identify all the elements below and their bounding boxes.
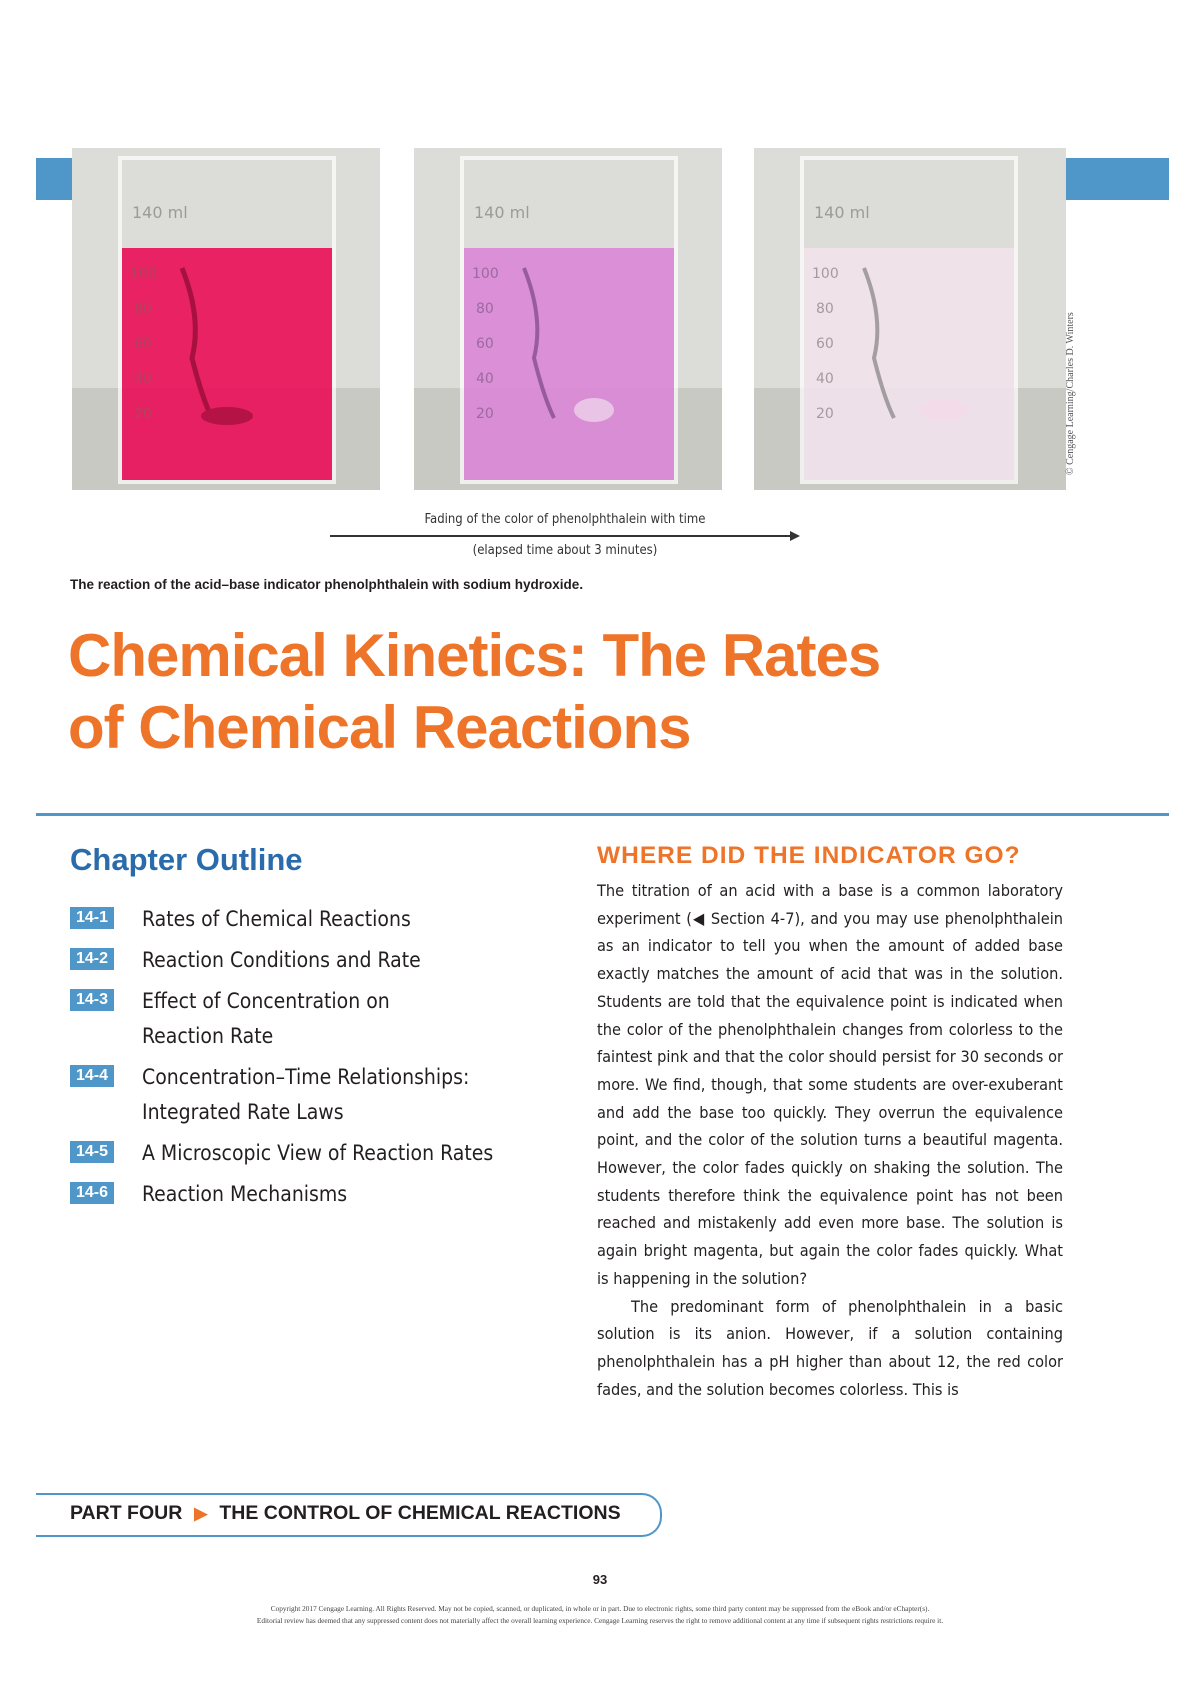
chapter-title-line-2: of Chemical Reactions	[68, 694, 691, 761]
beaker-mark-100: 100	[130, 266, 157, 282]
beaker-mark-140: 140 ml	[814, 203, 870, 222]
outline-item-14-4[interactable]	[70, 1060, 542, 1130]
part-title: THE CONTROL OF CHEMICAL REACTIONS	[219, 1502, 621, 1524]
beaker-mark-60: 60	[134, 336, 152, 352]
beaker-mark-140: 140 ml	[474, 203, 530, 222]
outline-list	[70, 902, 540, 1218]
solution-1	[122, 248, 332, 480]
copyright-line-1: Copyright 2017 Cengage Learning. All Rights Reserved. May not be copied, scanned, or duplicated, in whole or in part. Due to electronic rights, some third party content may be suppressed from the eBook and/or eChapter(s).	[270, 1604, 930, 1613]
beaker-mark-140: 140 ml	[132, 203, 188, 222]
figure-caption: The reaction of the acid–base indicator phenolphthalein with sodium hydroxide.	[70, 577, 584, 592]
outline-text: Reaction Mechanisms	[142, 1182, 348, 1206]
outline-item-14-5[interactable]	[70, 1136, 540, 1171]
beaker-mark-40: 40	[134, 371, 152, 387]
beaker-mark-100: 100	[812, 266, 839, 282]
beaker-photo-3	[754, 148, 1066, 490]
title-divider	[36, 813, 1169, 816]
outline-text: Effect of Concentration on Reaction Rate	[142, 989, 390, 1048]
outline-text: Rates of Chemical Reactions	[142, 907, 411, 931]
outline-number: 14-6	[70, 1182, 114, 1204]
outline-heading: Chapter Outline	[70, 842, 303, 877]
copyright-line-2: Editorial review has deemed that any suppressed content does not materially affect the overall learning experience. Cengage Learning reserves the right to remove additional content at any time if subsequent rights restrictions require it.	[256, 1616, 944, 1625]
time-arrow-line	[330, 535, 792, 537]
outline-item-14-3[interactable]	[70, 984, 472, 1054]
outline-text: A Microscopic View of Reaction Rates	[142, 1141, 494, 1165]
solution-3	[804, 248, 1014, 480]
beaker-photo-2	[414, 148, 722, 490]
beaker-mark-20: 20	[134, 406, 152, 422]
beaker-mark-20: 20	[476, 406, 494, 422]
beaker-mark-80: 80	[476, 301, 494, 317]
page-number: 93	[592, 1572, 608, 1587]
beaker-mark-100: 100	[472, 266, 499, 282]
beaker-mark-80: 80	[134, 301, 152, 317]
beaker-photo-1	[72, 148, 380, 490]
arrow-label-top: Fading of the color of phenolphthalein with time	[424, 512, 706, 527]
play-arrow-icon: ▶	[194, 1504, 208, 1523]
outline-number: 14-2	[70, 948, 114, 970]
outline-number: 14-4	[70, 1065, 114, 1087]
part-banner-text	[70, 1502, 621, 1525]
beaker-mark-40: 40	[476, 371, 494, 387]
chapter-title-line-1: Chemical Kinetics: The Rates	[68, 622, 881, 689]
beaker-mark-40: 40	[816, 371, 834, 387]
time-arrow-head-icon	[790, 531, 800, 541]
outline-text: Concentration–Time Relationships: Integrated Rate Laws	[142, 1065, 470, 1124]
beaker-mark-60: 60	[816, 336, 834, 352]
outline-number: 14-3	[70, 989, 114, 1011]
outline-item-14-6[interactable]	[70, 1177, 540, 1212]
outline-item-14-2[interactable]	[70, 943, 540, 978]
arrow-label-bottom: (elapsed time about 3 minutes)	[472, 543, 658, 558]
outline-number: 14-1	[70, 907, 114, 929]
header-accent-right	[1062, 158, 1169, 200]
feature-paragraph-1: The titration of an acid with a base is a common laboratory experiment (◀ Section 4-7), and you may use phenolphthalein as an indicator to tell you when the amount of added base exactly matches the amount of acid that was in the solution. Students are told that the equivalence point is indicated when the color of the phenolphthalein changes from colorless to the faintest pink and that the color should persist for 30 seconds or more. We find, though, that some students are over-exuberant and add the base too quickly. They overrun the equivalence point, and the color of the solution turns a beautiful magenta. However, the color fades quickly on shaking the solution. The students therefore think the equivalence point has not been reached and mistakenly add even more base. The solution is again bright magenta, but again the color fades quickly. What is happening in the solution?	[597, 881, 1063, 1288]
beaker-mark-20: 20	[816, 406, 834, 422]
feature-body	[597, 877, 1063, 1403]
outline-item-14-1[interactable]	[70, 902, 540, 937]
beaker-mark-80: 80	[816, 301, 834, 317]
outline-number: 14-5	[70, 1141, 114, 1163]
outline-text: Reaction Conditions and Rate	[142, 948, 421, 972]
chapter-title	[68, 620, 968, 764]
header-accent-left	[36, 158, 72, 200]
feature-paragraph-2: The predominant form of phenolphthalein in a basic solution is its anion. However, if a solution containing phenolphthalein has a pH higher than about 12, the red color fades, and the solution becomes colorless. This is	[597, 1296, 1063, 1399]
feature-heading: WHERE DID THE INDICATOR GO?	[597, 842, 1021, 869]
solution-2	[464, 248, 674, 480]
photo-credit: © Cengage Learning/Charles D. Winters	[1065, 312, 1076, 475]
part-label: PART FOUR	[70, 1502, 183, 1524]
beaker-mark-60: 60	[476, 336, 494, 352]
